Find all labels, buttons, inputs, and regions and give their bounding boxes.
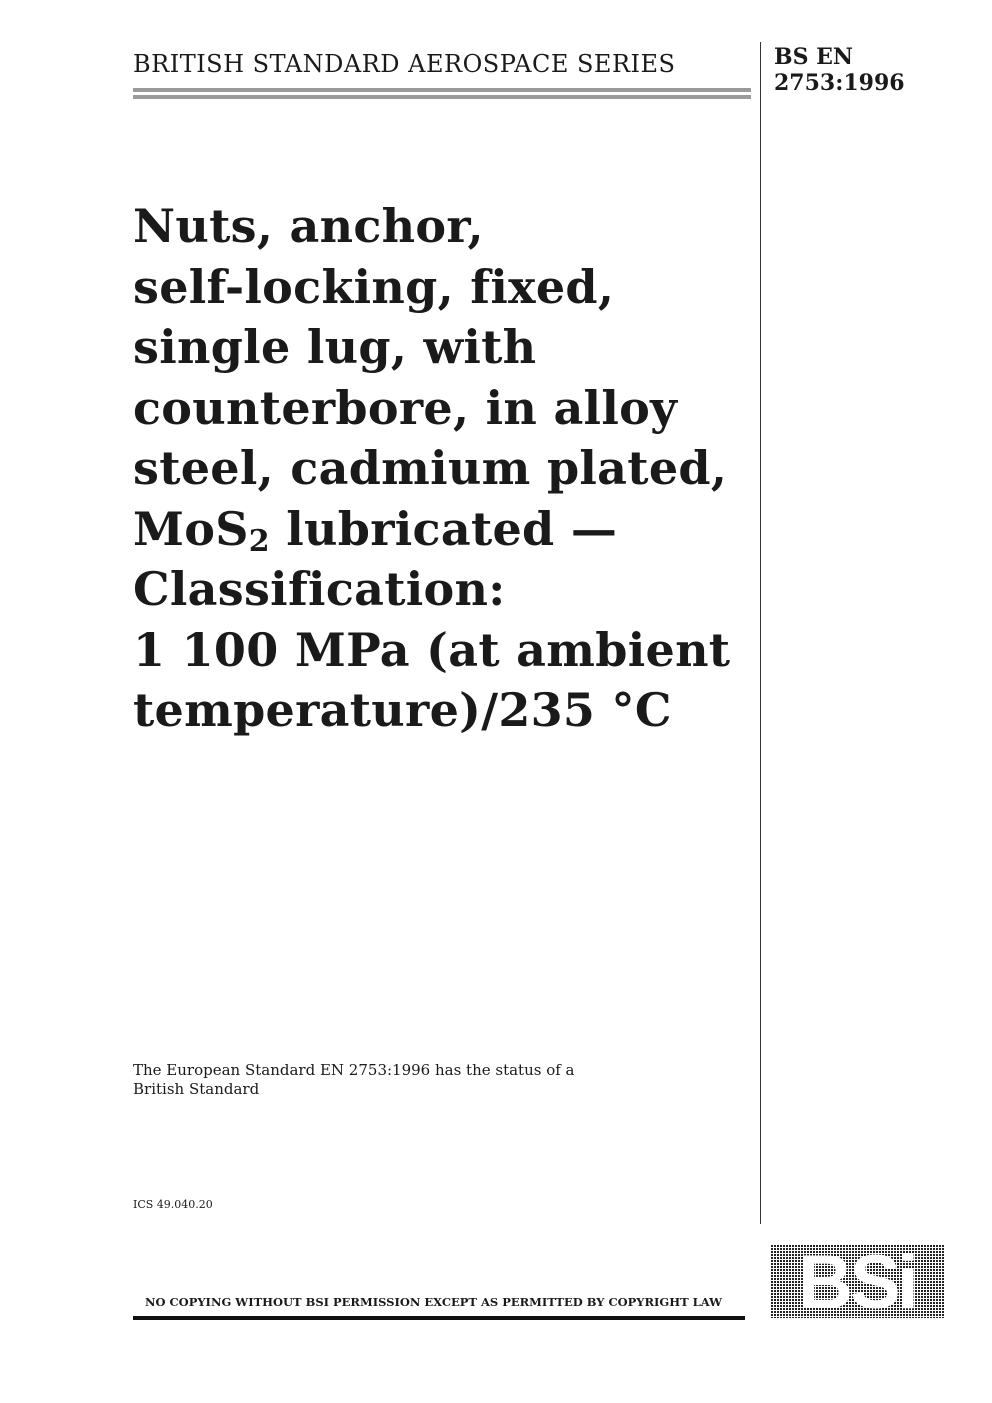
status-line: British Standard <box>133 1080 260 1098</box>
footer-rule <box>133 1316 745 1320</box>
status-line: The European Standard EN 2753:1996 has the status of a <box>133 1061 575 1079</box>
document-number <box>774 44 905 96</box>
title-line: 1 100 MPa (at ambient <box>133 622 731 677</box>
bsi-logo <box>768 1242 946 1320</box>
title-line: self-locking, fixed, <box>133 259 615 314</box>
title-line: steel, cadmium plated, <box>133 441 728 495</box>
document-number-line1: BS EN <box>774 44 854 70</box>
status-statement <box>133 1061 593 1099</box>
ics-code: ICS 49.040.20 <box>133 1198 213 1211</box>
header-rule-top <box>133 88 751 92</box>
header-rule-bottom <box>133 95 751 99</box>
vertical-divider <box>760 42 761 1224</box>
title-line: Classification: <box>133 562 506 616</box>
document-number-line2: 2753:1996 <box>774 70 905 96</box>
title-line: Nuts, anchor, <box>133 199 484 253</box>
svg-text:BSi: BSi <box>798 1242 916 1320</box>
series-title: BRITISH STANDARD AEROSPACE SERIES <box>133 50 676 78</box>
formula-text: MoS <box>133 501 249 556</box>
title-line: single lug, with <box>133 320 537 374</box>
title-line: counterbore, in alloy <box>133 380 678 435</box>
title-line: temperature)/235 °C <box>133 683 672 737</box>
title-text: lubricated — <box>269 501 618 556</box>
document-title <box>133 196 753 741</box>
formula-subscript: 2 <box>248 523 270 559</box>
title-line-formula <box>133 499 753 560</box>
copyright-notice: NO COPYING WITHOUT BSI PERMISSION EXCEPT AS PERMITTED BY COPYRIGHT LAW <box>145 1295 723 1309</box>
